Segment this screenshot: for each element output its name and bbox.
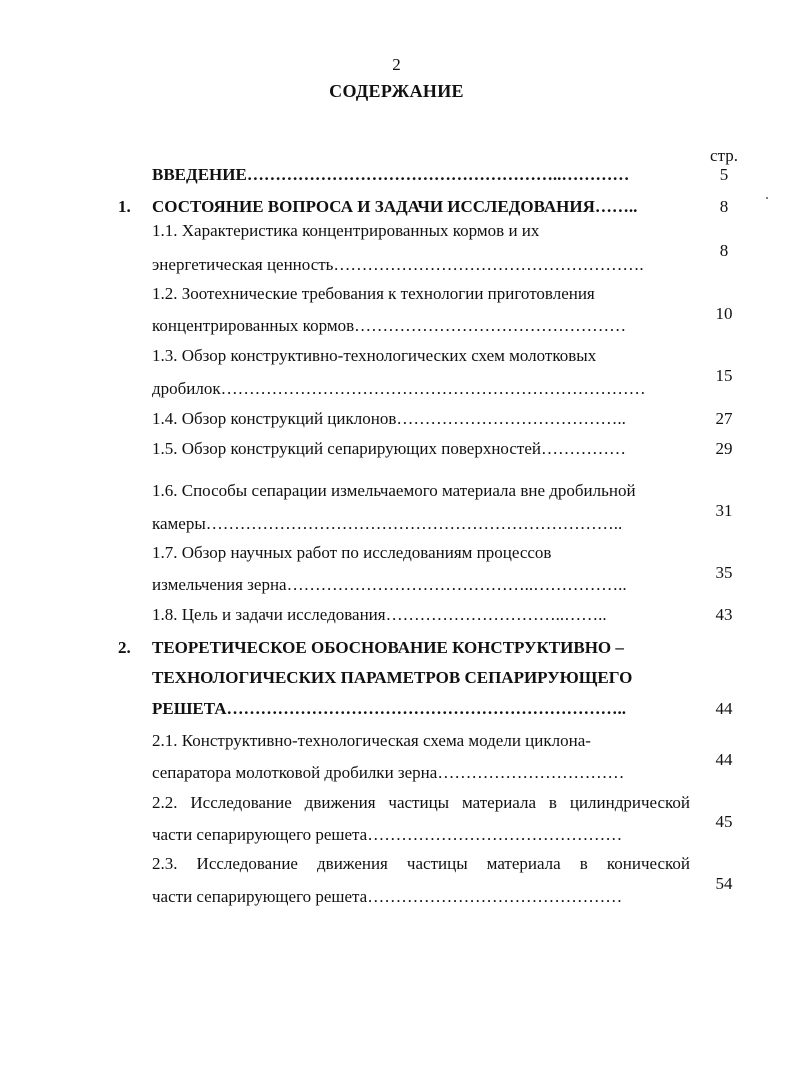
toc-page-2-1: 44	[715, 750, 733, 769]
toc-entry-1-4: 1.4. Обзор конструкций циклонов…………………………………..	[152, 409, 626, 428]
toc-entry-1-8: 1.8. Цель и задачи исследования…………………………..……..	[152, 605, 607, 624]
scan-speck	[766, 197, 768, 199]
toc-page-1-7: 35	[715, 563, 733, 582]
toc-page-2-3: 54	[715, 874, 733, 893]
toc-page-2-2: 45	[715, 812, 733, 831]
toc-entry-1-1-line-2: энергетическая ценность……………………………………………….	[152, 255, 644, 274]
toc-entry-1-1-line-1: 1.1. Характеристика концентрированных кормов и их	[152, 221, 540, 240]
toc-chapter-2-title-line-3: РЕШЕТА……………………………………………………………..	[152, 699, 626, 718]
toc-chapter-2-title-line-1: ТЕОРЕТИЧЕСКОЕ ОБОСНОВАНИЕ КОНСТРУКТИВНО –	[152, 638, 624, 657]
toc-entry-2-2-line-2: части сепарирующего решета………………………………………	[152, 825, 623, 844]
page-column-header: стр.	[710, 146, 738, 165]
toc-entry-2-1-line-1: 2.1. Конструктивно-технологическая схема модели циклона-	[152, 731, 591, 750]
toc-entry-introduction: ВВЕДЕНИЕ………………………………………………..…………	[152, 165, 630, 184]
toc-chapter-number-2: 2.	[118, 638, 131, 657]
toc-entry-1-6-line-1: 1.6. Способы сепарации измельчаемого материала вне дробильной	[152, 481, 636, 500]
toc-page-chapter-2: 44	[715, 699, 733, 718]
page-number: 2	[392, 55, 401, 74]
toc-entry-2-3-line-2: части сепарирующего решета………………………………………	[152, 887, 623, 906]
toc-entry-2-1-line-2: сепаратора молотковой дробилки зерна……………………………	[152, 763, 625, 782]
toc-page-1-5: 29	[715, 439, 733, 458]
toc-entry-1-7-line-2: измельчения зерна……………………………………..……………..	[152, 575, 627, 594]
toc-entry-1-7-line-1: 1.7. Обзор научных работ по исследованиям процессов	[152, 543, 552, 562]
toc-entry-2-2-line-1: 2.2. Исследование движения частицы материала в цилиндрической	[152, 793, 690, 812]
toc-entry-2-3-line-1: 2.3. Исследование движения частицы материала в конической	[152, 854, 690, 873]
toc-page-chapter-1: 8	[719, 197, 729, 216]
toc-page-1-3: 15	[715, 366, 733, 385]
toc-page-1-1: 8	[719, 241, 729, 260]
toc-entry-1-3-line-1: 1.3. Обзор конструктивно-технологических схем молотковых	[152, 346, 597, 365]
toc-entry-1-3-line-2: дробилок…………………………………………………………………	[152, 379, 646, 398]
toc-page-1-6: 31	[715, 501, 733, 520]
toc-page-introduction: 5	[719, 165, 729, 184]
toc-chapter-1-title: СОСТОЯНИЕ ВОПРОСА И ЗАДАЧИ ИССЛЕДОВАНИЯ……..	[152, 197, 638, 216]
toc-page-1-2: 10	[715, 304, 733, 323]
toc-entry-1-2-line-2: концентрированных кормов…………………………………………	[152, 316, 627, 335]
toc-page-1-8: 43	[715, 605, 733, 624]
page-title: СОДЕРЖАНИЕ	[329, 81, 464, 101]
toc-entry-1-2-line-1: 1.2. Зоотехнические требования к технологии приготовления	[152, 284, 595, 303]
toc-entry-1-5: 1.5. Обзор конструкций сепарирующих поверхностей……………	[152, 439, 626, 458]
toc-chapter-number-1: 1.	[118, 197, 131, 216]
toc-chapter-2-title-line-2: ТЕХНОЛОГИЧЕСКИХ ПАРАМЕТРОВ СЕПАРИРУЮЩЕГО	[152, 668, 633, 687]
toc-page-1-4: 27	[715, 409, 733, 428]
toc-entry-1-6-line-2: камеры………………………………………………………………..	[152, 514, 623, 533]
